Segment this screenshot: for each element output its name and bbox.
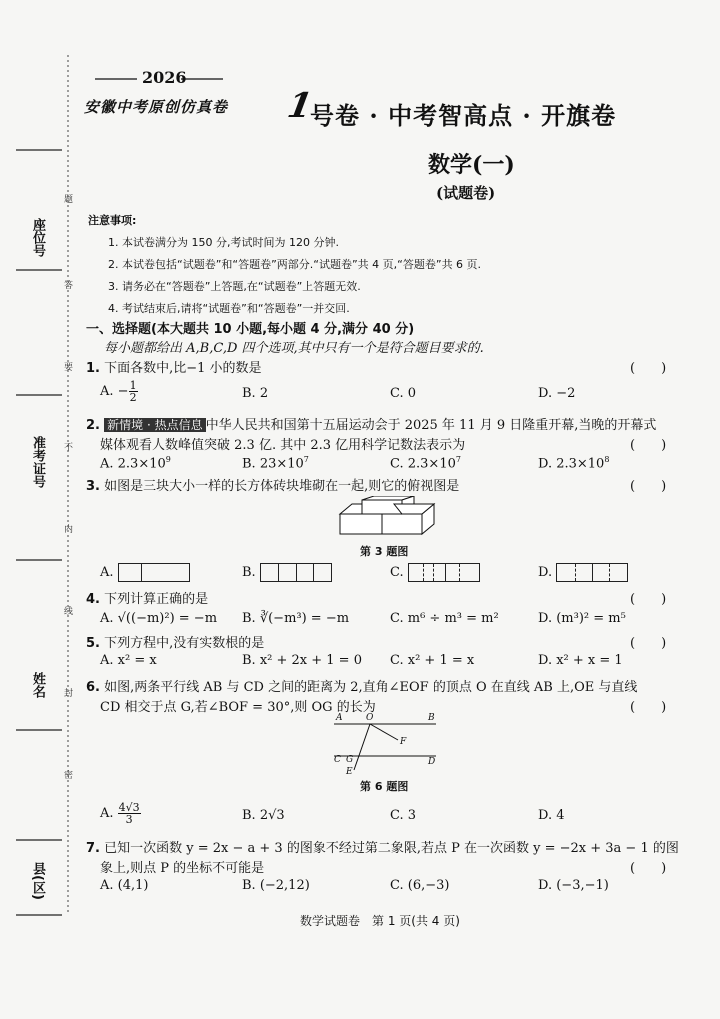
question-number: 1. [86, 361, 100, 376]
brick-stack-figure [338, 496, 444, 540]
page-footer: 数学试题卷 第 1 页(共 4 页) [300, 914, 460, 928]
seal-char: 线 [64, 607, 74, 617]
question-stem: 如图是三块大小一样的长方体砖块堆砌在一起,则它的俯视图是 [104, 479, 460, 494]
question-number: 4. [86, 592, 100, 607]
label-e: E [346, 767, 353, 776]
question-stem: 下面各数中,比−1 小的数是 [104, 361, 262, 376]
option-d[interactable]: D. (−3,−1) [538, 878, 609, 893]
answer-paren: ( ) [630, 361, 667, 376]
seal-char: 题 [64, 195, 74, 205]
hot-topic-badge: 新情境 · 热点信息 [104, 418, 205, 432]
paper-type: (试题卷) [436, 184, 496, 202]
exam-id-label: 准考证号 [30, 436, 45, 488]
exam-year: 2026 [142, 68, 187, 87]
top-view-b [260, 563, 332, 582]
option-b[interactable]: B. x² + 2x + 1 = 0 [242, 653, 362, 668]
figure-caption: 第 6 题图 [360, 780, 409, 793]
question-stem-cont: 象上,则点 P 的坐标不可能是 [100, 861, 265, 876]
option-a[interactable]: A. − $\frac{1}{2}$ [100, 379, 137, 404]
section-instruction: 每小题都给出 A,B,C,D 四个选项,其中只有一个是符合题目要求的. [104, 341, 484, 356]
notice-item: 2. 本试卷包括“试题卷”和“答题卷”两部分.“试题卷”共 4 页,“答题卷”共 6 页. [108, 258, 482, 271]
answer-paren: ( ) [630, 592, 667, 607]
option-a[interactable]: A. $\frac{4√3}{3}$ [100, 801, 140, 826]
option-b[interactable]: B. 2√3 [242, 808, 285, 823]
county-label: 县(区) [30, 862, 45, 900]
top-view-a [118, 563, 190, 582]
option-d[interactable]: D. −2 [538, 386, 576, 401]
ray-of [370, 724, 398, 740]
answer-paren: ( ) [630, 861, 667, 876]
option-d[interactable]: D. x² + x = 1 [538, 653, 623, 668]
option-d[interactable]: D. [538, 563, 628, 582]
question-number: 5. [86, 636, 100, 651]
question-stem-cont: CD 相交于点 G,若∠BOF = 30°,则 OG 的长为 [100, 700, 376, 715]
question-text [86, 588, 208, 607]
notice-item: 1. 本试卷满分为 150 分,考试时间为 120 分钟. [108, 236, 339, 249]
question-number: 6. [86, 680, 100, 695]
label-f: F [400, 737, 407, 747]
answer-paren: ( ) [630, 700, 667, 715]
seal-char: 密 [64, 771, 74, 781]
question-text [86, 632, 264, 651]
question-stem: 如图,两条平行线 AB 与 CD 之间的距离为 2,直角∠EOF 的顶点 O 在直线 AB 上,OE 与直线 [104, 680, 638, 695]
option-b[interactable]: B. [242, 563, 332, 582]
question-stem: 下列计算正确的是 [104, 592, 209, 607]
seal-char: 封 [64, 689, 74, 699]
option-a[interactable]: A. [100, 563, 190, 582]
label-a: A [336, 713, 343, 723]
option-a[interactable]: A. (4,1) [100, 878, 149, 893]
figure-caption: 第 3 题图 [360, 545, 409, 558]
question-stem: 下列方程中,没有实数根的是 [104, 636, 265, 651]
question-stem: 已知一次函数 y = 2x − a + 3 的图象不经过第二象限,若点 P 在一次函数 y = −2x + 3a − 1 的图 [104, 841, 679, 856]
seat-number-label: 座位号 [30, 218, 45, 257]
option-b[interactable]: B. 2 [242, 386, 269, 401]
seal-char: 答 [64, 281, 74, 291]
question-text [86, 414, 656, 433]
series-name: 安徽中考原创仿真卷 [84, 98, 229, 116]
question-text [86, 475, 459, 494]
answer-paren: ( ) [630, 636, 667, 651]
name-label: 姓名 [30, 672, 45, 698]
notices-heading: 注意事项: [88, 214, 137, 227]
answer-paren: ( ) [630, 438, 667, 453]
question-text [86, 676, 637, 695]
parallel-lines-figure [324, 710, 448, 776]
label-c: C [334, 755, 341, 765]
option-d[interactable]: D. 4 [538, 808, 565, 823]
main-title: 号卷 · 中考智高点 · 开旗卷 [310, 101, 617, 130]
option-b[interactable]: B. $23\times 10^7$ [242, 455, 309, 472]
option-a[interactable]: A. √((−m)²) = −m [100, 611, 218, 626]
option-c[interactable]: C. x² + 1 = x [390, 653, 475, 668]
notice-item: 4. 考试结束后,请将“试题卷”和“答题卷”一并交回. [108, 302, 350, 315]
seal-char: 要 [64, 363, 74, 373]
ray-oe [354, 724, 370, 770]
question-text [86, 357, 262, 376]
option-b[interactable]: B. (−2,12) [242, 878, 310, 893]
notice-item: 3. 请务必在“答题卷”上答题,在“试题卷”上答题无效. [108, 280, 361, 293]
option-a[interactable]: A. $2.3\times 10^9$ [100, 455, 171, 472]
question-text [86, 837, 679, 856]
question-stem: 中华人民共和国第十五届运动会于 2025 年 11 月 9 日隆重开幕,当晚的开幕式 [205, 418, 657, 433]
answer-paren: ( ) [630, 479, 667, 494]
brand-mark: 1 [284, 86, 316, 126]
seal-char: 内 [64, 525, 74, 535]
label-g: G [346, 755, 354, 765]
question-number: 2. [86, 418, 100, 433]
option-c[interactable]: C. 3 [390, 808, 417, 823]
seal-char: 不 [64, 443, 74, 453]
option-c[interactable]: C. [390, 563, 480, 582]
top-view-c [408, 563, 480, 582]
subject-title: 数学(一) [428, 152, 515, 178]
fraction: $\frac{1}{2}$ [129, 379, 137, 404]
option-c[interactable]: C. $2.3\times 10^7$ [390, 455, 461, 472]
top-view-d [556, 563, 628, 582]
question-stem-cont: 媒体观看人数峰值突破 2.3 亿. 其中 2.3 亿用科学记数法表示为 [100, 438, 466, 453]
label-b: B [428, 713, 435, 723]
question-number: 3. [86, 479, 100, 494]
option-c[interactable]: C. (6,−3) [390, 878, 450, 893]
option-d[interactable]: D. $2.3\times 10^8$ [538, 455, 610, 472]
option-d[interactable]: D. (m³)² = m⁵ [538, 611, 626, 626]
label-o: O [366, 713, 374, 723]
option-b[interactable]: B. ∛(−m³) = −m [242, 611, 350, 626]
option-a[interactable]: A. x² = x [100, 653, 157, 668]
fraction: $\frac{4√3}{3}$ [118, 801, 140, 826]
option-c[interactable]: C. m⁶ ÷ m³ = m² [390, 611, 499, 626]
section-title: 一、选择题(本大题共 10 小题,每小题 4 分,满分 40 分) [86, 322, 415, 337]
label-d: D [428, 757, 436, 767]
question-number: 7. [86, 841, 100, 856]
option-c[interactable]: C. 0 [390, 386, 417, 401]
